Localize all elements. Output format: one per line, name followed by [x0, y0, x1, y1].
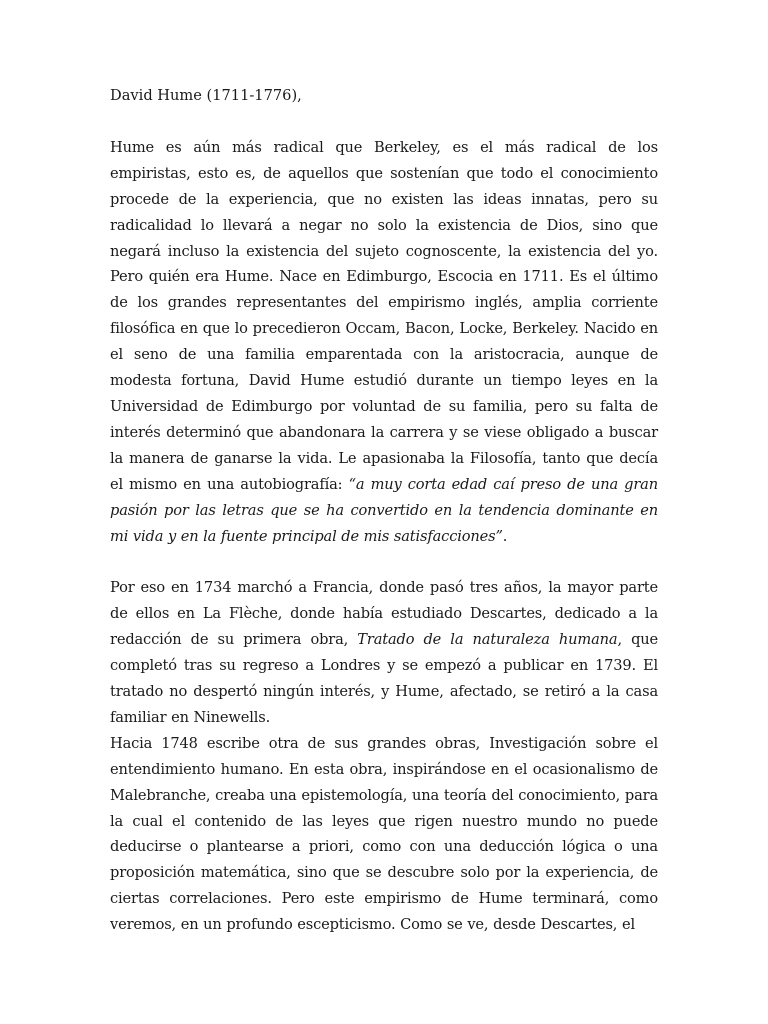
blank-line [110, 109, 658, 135]
paragraph-france-before: Por eso en 1734 marchó a Francia, donde pasó tres años, la mayor parte de ellos en La Flèche, donde había estudiado Descartes, dedicado a la redacción de su primera obra, [110, 579, 658, 649]
paragraph-investigacion: Hacia 1748 escribe otra de sus grandes obras, Investigación sobre el entendimiento humano. En esta obra, inspirándose en el ocasionalismo de Malebranche, creaba una epistemología, una teoría del conocimiento, para la cual el contenido de las leyes que rigen nuestro mundo no puede deducirse o plantearse a priori, como con una deducción lógica o una proposición matemática, sino que se descubre solo por la experiencia, de ciertas correlaciones. Pero este empirismo de Hume terminará, como veremos, en un profundo escepticismo. Como se ve, desde Descartes, el [110, 734, 658, 934]
blank-line [110, 549, 658, 575]
paragraph-intro [110, 135, 658, 550]
paragraph-intro-text: Hume es aún más radical que Berkeley, es el más radical de los empiristas, esto es, de aquellos que sostenían que todo el conocimiento procede de la experiencia, que no existen las ideas innatas, pero su radicalidad lo llevará a negar no solo la existencia de Dios, sino que negará incluso la existencia del sujeto cognoscente, la existencia del yo. Pero quién era Hume. Nace en Edimburgo, Escocia en 1711. Es el último de los grandes representantes del empirismo inglés, amplia corriente filosófica en que lo precedieron Occam, Bacon, Locke, Berkeley. Nacido en el seno de una familia emparentada con la aristocracia, aunque de modesta fortuna, David Hume estudió durante un tiempo leyes en la Universidad de Edimburgo por voluntad de su familia, pero su falta de interés determinó que abandonara la carrera y se viese obligado a buscar la manera de ganarse la vida. Le apasionaba la Filosofía, tanto que decía el mismo en una autobiografía: [110, 138, 658, 493]
autobiography-quote: “a muy corta edad caí preso de una gran pasión por las letras que se ha convertido en la tendencia dominante en mi vida y en la fuente principal de mis satisfacciones” [110, 475, 658, 545]
paragraph-france [110, 575, 658, 730]
paragraph-france-after: , que completó tras su regreso a Londres y se empezó a publicar en 1739. El tratado no despertó ningún interés, y Hume, afectado, se retiró a la casa familiar en Ninewells. [110, 631, 658, 726]
work-title-tratado: Tratado de la naturaleza humana [357, 631, 618, 649]
paragraph-intro-end: . [502, 527, 508, 545]
document-title: David Hume (1711-1776), [110, 87, 302, 104]
